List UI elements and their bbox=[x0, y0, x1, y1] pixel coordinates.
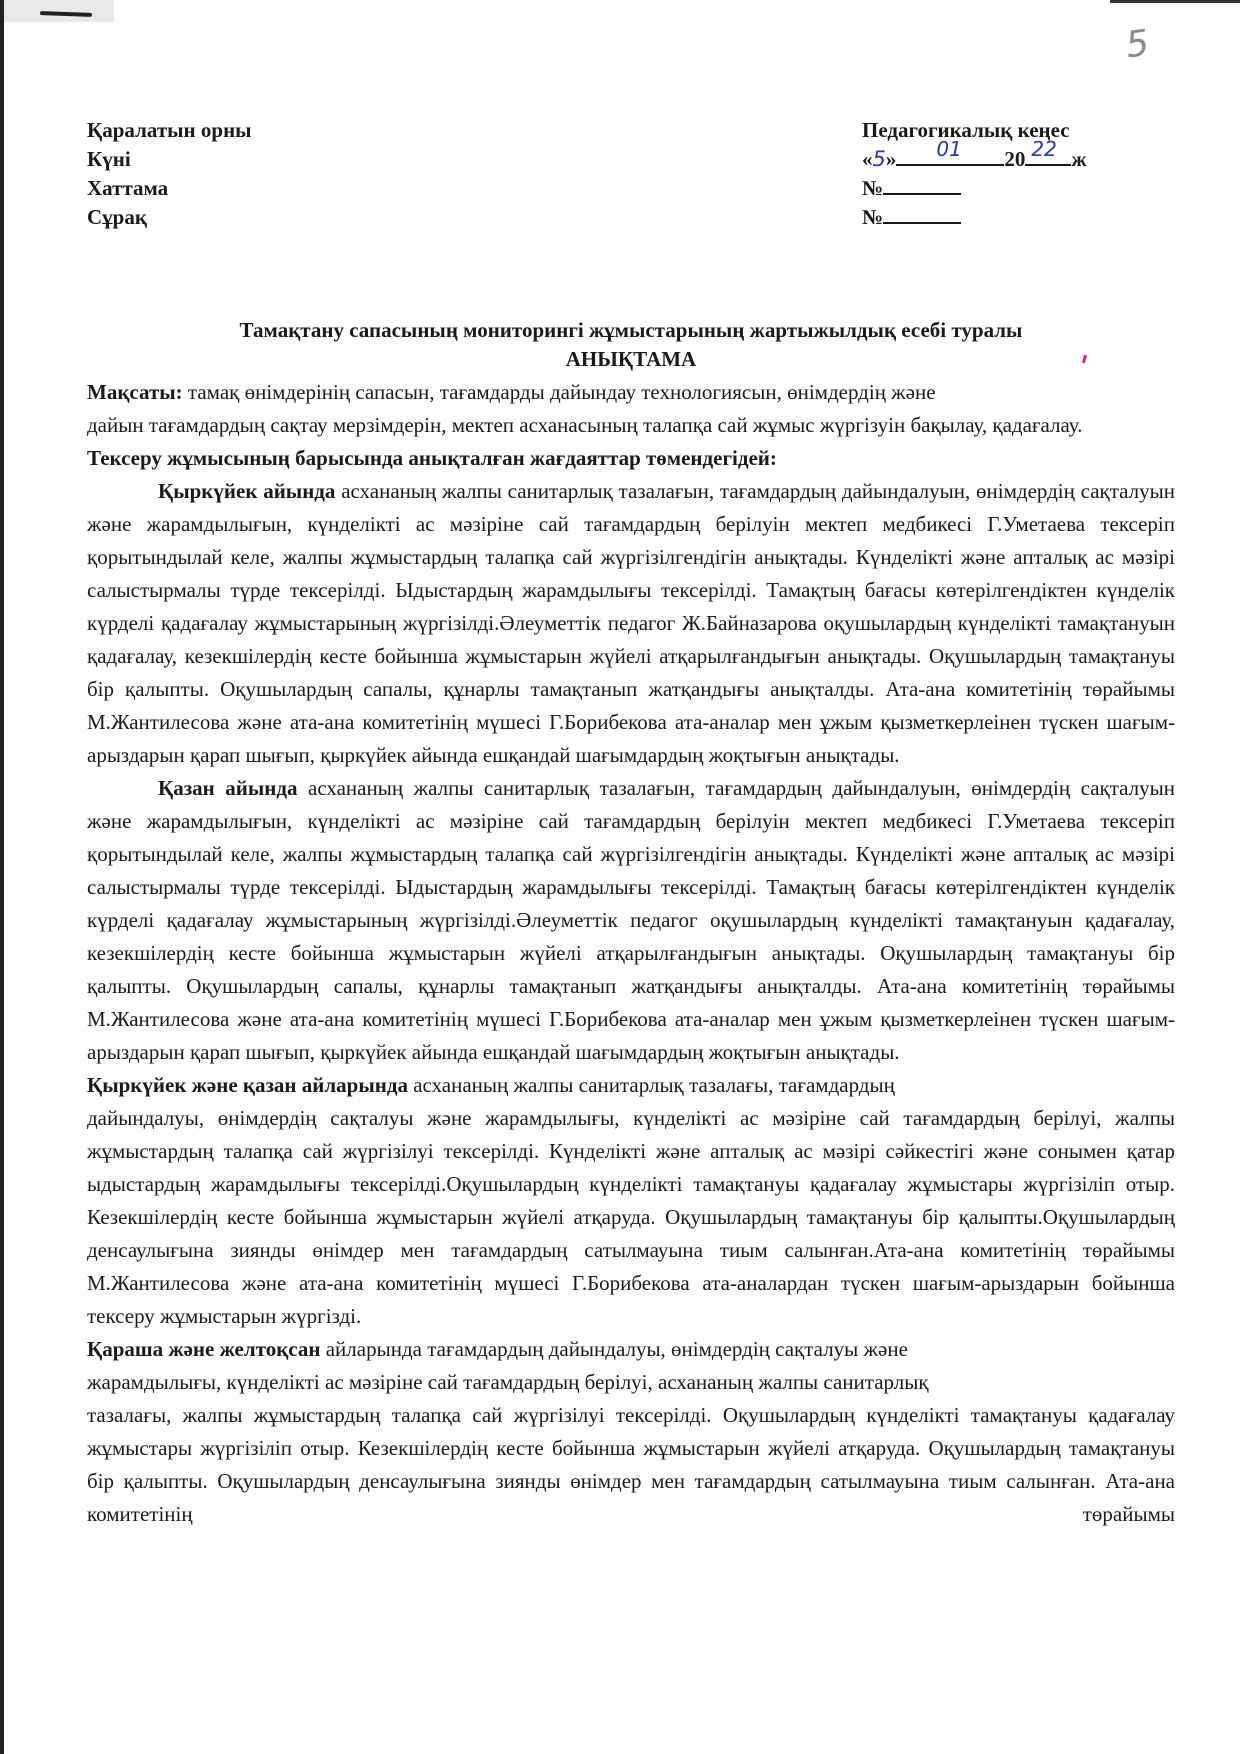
header-question-number bbox=[862, 203, 1087, 232]
section-text-start: асхананың жалпы санитарлық тазалағы, тағамдардың bbox=[407, 1073, 895, 1097]
header-label-date: Күні bbox=[87, 147, 131, 171]
document-body bbox=[87, 376, 1175, 1531]
header-label-question: Сұрақ bbox=[87, 205, 147, 229]
date-day-handwritten: 5 bbox=[872, 147, 886, 171]
purpose-text: дайын тағамдардың сақтау мерзімдерін, мектеп асханасының талапқа сай жұмыс жүргізуін бақылау, қадағалау. bbox=[87, 413, 1083, 437]
section-label: Қараша және желтоқсан bbox=[87, 1337, 321, 1361]
date-year-handwritten: 22 bbox=[1031, 137, 1057, 161]
handwritten-page-number: 5 bbox=[1123, 22, 1152, 67]
date-year-field bbox=[1025, 137, 1071, 166]
section-label: Қыркүйек және қазан айларында bbox=[87, 1073, 408, 1097]
section-text-start: айларында тағамдардың дайындалуы, өнімдердің сақталуы және bbox=[320, 1337, 908, 1361]
header-left-labels bbox=[87, 116, 252, 232]
section-label: Қыркүйек айында bbox=[158, 479, 336, 503]
header-right-values bbox=[862, 116, 1087, 232]
number-sign: № bbox=[862, 205, 884, 229]
section-sept-oct-text: дайындалуы, өнімдердің сақталуы және жарамдылығы, күнделікті ас мәзіріне сай тағамдардың берілуі, жалпы жұмыстардың талапқа сай жүргізілуі тексерілді. Күнделікті және апталық ас мәзірі сәйкестігі және сонымен қатар ыдыстардың жарамдылығы тексерілді.Оқушылардың күнделікті тамақтануы қадағалау жұмыстары жүргізіліп отыр. Кезекшілердің кесте бойынша жұмыстарын жүйелі атқаруда. Оқушылардың тамақтануы бір қалыпты.Оқушылардың денсаулығына зиянды өнімдер мен тағамдардың сатылмауына тиым салынған.Ата-ана комитетінің төрайымы М.Жантилесова және ата-ана комитетінің мүшесі Г.Борибекова ата-аналардан түскен шағым-арыздарын бойынша тексеру жұмыстарын жүргізді. bbox=[87, 1106, 1175, 1328]
number-sign: № bbox=[862, 176, 884, 200]
header-protocol-number bbox=[862, 174, 1087, 203]
document-type-heading: АНЫҚТАМА bbox=[565, 347, 697, 371]
document-title: Тамақтану сапасының мониторингі жұмыстарының жартыжылдық есебі туралы bbox=[239, 318, 1023, 342]
date-month-handwritten: 01 bbox=[936, 137, 962, 161]
date-close-quote: » bbox=[885, 147, 897, 171]
section-text: асхананың жалпы санитарлық тазалағын, тағамдардың дайындалуын, өнімдердің сақталуын және жарамдылығын, күнделікті ас мәзіріне сай тағамдардың берілуін мектеп медбикесі Г.Уметаева тексеріп қорытындылай келе, жалпы жұмыстардың талапқа сай жүргізілгендігін анықтады. Күнделікті және апталық ас мәзірі салыстырмалы түрде тексерілді. Ыдыстардың жарамдылығы тексерілді. Тамақтың бағасы көтерілгендіктен күнделік күрделі қадағалау жұмыстарының жүргізілді.Әлеуметтік педагог Ж.Байназарова оқушылардың күнделікті тамақтануын қадағалау, кезекшілердің кесте бойынша жұмыстарын жүйелі атқарылғандығын анықтады. Оқушылардың тамақтануы бір қалыпты. Оқушылардың сапалы, құнарлы тамақтанып жатқандығы анықталды. Ата-ана комитетінің төрайымы М.Жантилесова және ата-ана комитетінің мүшесі Г.Борибекова ата-аналар мен ұжым қызметкерлеінен түскен шағым-арыздарын қарап шығып, қыркүйек айында ешқандай шағымдардың жоқтығын анықтады. bbox=[87, 479, 1176, 767]
date-year-unit: ж bbox=[1071, 147, 1087, 171]
section-nov-dec-second-line: жарамдылығы, күнделікті ас мәзіріне сай тағамдардың берілуі, асхананың жалпы санитарлық bbox=[87, 1370, 929, 1394]
section-sept-oct-first-line bbox=[87, 1069, 1175, 1102]
scan-edge-top-right bbox=[1110, 0, 1240, 3]
date-month-field bbox=[896, 137, 1004, 166]
section-label: Қазан айында bbox=[158, 776, 298, 800]
header-date-line bbox=[862, 137, 1087, 174]
section-text: асхананың жалпы санитарлық тазалағын, тағамдардың дайындалуын, өнімдердің сақталуын және жарамдылығын, күнделікті ас мәзіріне сай тағамдардың берілуін мектеп медбикесі Г.Уметаева тексеріп қорытындылай келе, жалпы жұмыстардың талапқа сай жүргізілгендігін анықтады. Күнделікті және апталық ас мәзірі салыстырмалы түрде тексерілді. Ыдыстардың жарамдылығы тексерілді. Тамақтың бағасы көтерілгендіктен күнделік күрделі қадағалау жұмыстарының жүргізілді.Әлеуметтік педагог оқушылардың күнделікті тамақтануын қадағалау, кезекшілердің кесте бойынша жұмыстарын жүйелі атқарылғандығын анықтады. Оқушылардың тамақтануы бір қалыпты. Оқушылардың сапалы, құнарлы тамақтанып жатқандығы анықталды. Ата-ана комитетінің төрайымы М.Жантилесова және ата-ана комитетінің мүшесі Г.Борибекова ата-аналар мен ұжым қызметкерлеінен түскен шағым-арыздарын қарап шығып, қыркүйек айында ешқандай шағымдардың жоқтығын анықтады. bbox=[87, 776, 1175, 1064]
section-september bbox=[87, 475, 1175, 772]
section-october bbox=[87, 772, 1175, 1069]
purpose-first-line bbox=[87, 376, 1175, 409]
purpose-label: Мақсаты: bbox=[87, 380, 183, 404]
question-number-field bbox=[883, 204, 961, 224]
header-label-protocol: Хаттама bbox=[87, 176, 169, 200]
header-council-name: Педагогикалық кеңес bbox=[862, 118, 1070, 142]
scan-edge-left bbox=[0, 0, 4, 1754]
section-nov-dec-first-line bbox=[87, 1333, 1175, 1366]
purpose-text-start: тамақ өнімдерінің сапасын, тағамдарды дайындау технологиясын, өнімдердің және bbox=[182, 380, 936, 404]
section-nov-dec-text: тазалағы, жалпы жұмыстардың талапқа сай жүргізілуі тексерілді. Оқушылардың күнделікті тамақтануы қадағалау жұмыстары жүргізіліп отыр. Кезекшілердің кесте бойынша жұмыстарын жүйелі атқаруда. Оқушылардың тамақтануы бір қалыпты. Оқушылардың денсаулығына зиянды өнімдер мен тағамдардың сатылмауына тиым салынған. Ата-ана комитетінің төрайымы bbox=[87, 1403, 1175, 1526]
protocol-number-field bbox=[883, 175, 961, 195]
date-open-quote: « bbox=[862, 147, 873, 171]
date-year-prefix: 20 bbox=[1004, 147, 1026, 171]
header-label-venue: Қаралатын орны bbox=[87, 118, 252, 142]
findings-heading: Тексеру жұмысының барысында анықталған жағдаяттар төмендегідей: bbox=[87, 446, 777, 470]
